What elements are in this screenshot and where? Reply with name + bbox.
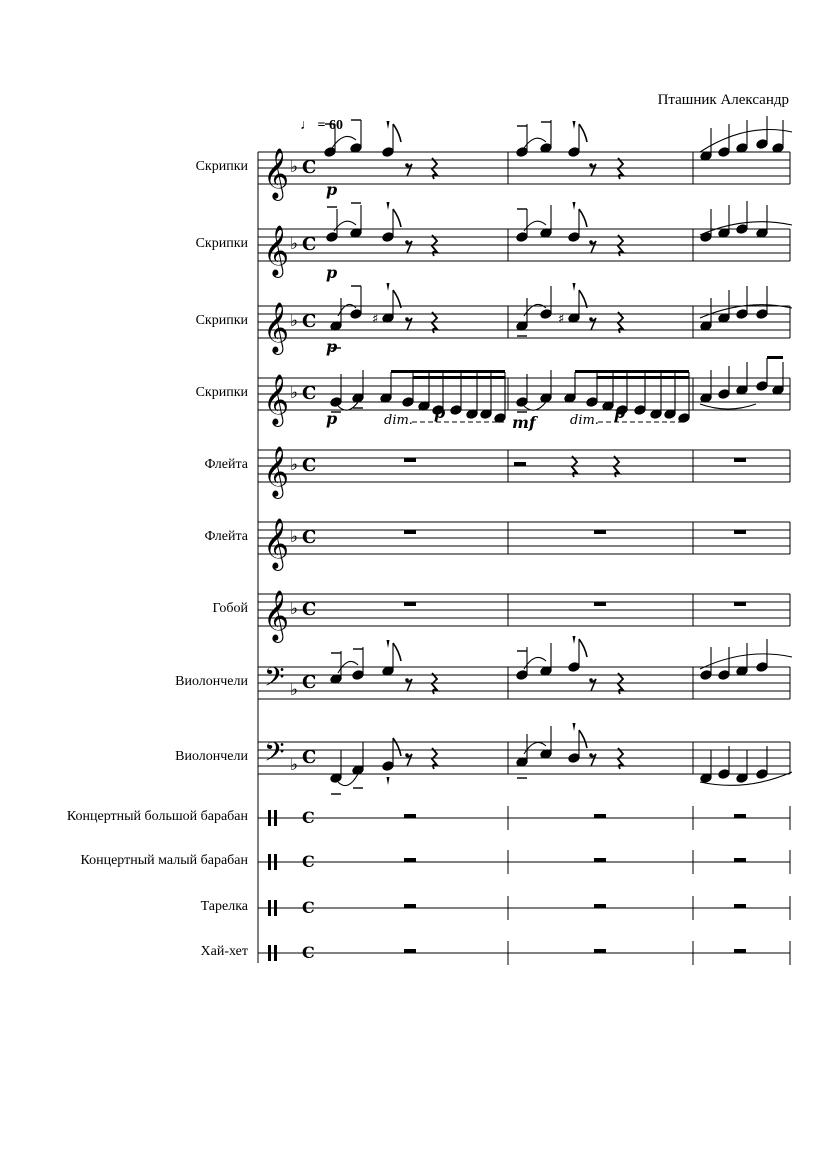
staccatissimo-mark [573, 636, 576, 644]
half-rest [734, 904, 746, 908]
note-flag [579, 290, 587, 308]
treble-clef: 𝄞 [263, 518, 290, 569]
instrument-label: Скрипки [195, 236, 248, 251]
dynamic-dim: dim. [570, 413, 599, 428]
note-beam [575, 370, 689, 373]
note-head [718, 670, 730, 681]
instrument-label: Виолончели [175, 674, 248, 689]
note-head [568, 753, 580, 764]
note-head [718, 389, 730, 400]
instrument-label: Скрипки [195, 159, 248, 174]
staccatissimo-mark [387, 640, 390, 648]
staccatissimo-mark [573, 723, 576, 731]
note-flag [579, 639, 587, 657]
note-head [718, 769, 730, 780]
note-head [568, 147, 580, 158]
eighth-rest-dot [589, 753, 593, 757]
half-rest [594, 814, 606, 818]
note-head [756, 769, 768, 780]
slur [524, 402, 546, 410]
treble-clef: 𝄞 [263, 148, 290, 199]
time-signature: C [302, 383, 317, 404]
staccatissimo-mark [387, 202, 390, 210]
dynamic-p: p [326, 337, 338, 356]
whole-rest [734, 530, 746, 534]
staccatissimo-mark [573, 202, 576, 210]
whole-rest [734, 602, 746, 606]
flat-key-signature: ♭ [290, 527, 299, 547]
time-signature: C [302, 455, 317, 476]
note-head [352, 670, 364, 681]
sharp-accidental: ♯ [558, 312, 565, 327]
dynamic-mf: mf [512, 413, 536, 432]
half-rest [404, 814, 416, 818]
note-head [382, 761, 394, 772]
slur [700, 404, 756, 409]
note-head [382, 232, 394, 243]
note-head [350, 309, 362, 320]
instrument-label: Концертный большой барабан [66, 809, 248, 824]
dynamic-p: p [326, 409, 338, 428]
time-signature: C [302, 898, 315, 917]
note-beam [767, 356, 783, 359]
percussion-clef [274, 945, 277, 961]
instrument-label: Флейта [204, 529, 248, 544]
note-beam [597, 376, 689, 379]
percussion-clef [268, 945, 271, 961]
note-head [568, 662, 580, 673]
composer-name: Пташник Александр [657, 92, 789, 108]
flat-key-signature: ♭ [290, 455, 299, 475]
note-flag [393, 290, 401, 308]
flat-key-signature: ♭ [290, 680, 299, 700]
bass-clef: 𝄢 [264, 661, 285, 699]
staccatissimo-mark [387, 283, 390, 291]
eighth-rest-dot [405, 678, 409, 682]
note-head [540, 309, 552, 320]
instrument-label: Хай-хет [200, 944, 248, 959]
whole-rest [404, 530, 416, 534]
note-head [516, 147, 528, 158]
note-head [718, 147, 730, 158]
flat-key-signature: ♭ [290, 599, 299, 619]
note-flag [393, 738, 401, 756]
note-head [756, 662, 768, 673]
whole-rest [594, 530, 606, 534]
half-rest [514, 462, 526, 466]
note-head [634, 405, 646, 416]
treble-clef: 𝄞 [263, 302, 290, 353]
note-head [382, 147, 394, 158]
percussion-clef [274, 854, 277, 870]
eighth-rest-dot [405, 753, 409, 757]
note-head [756, 381, 768, 392]
staccatissimo-mark [387, 777, 390, 785]
note-flag [579, 209, 587, 227]
flat-key-signature: ♭ [290, 755, 299, 775]
instrument-label: Концертный малый барабан [80, 853, 248, 868]
percussion-clef [268, 854, 271, 870]
eighth-rest-dot [405, 163, 409, 167]
treble-clef: 𝄞 [263, 446, 290, 497]
note-head [586, 397, 598, 408]
time-signature: C [302, 747, 317, 768]
instrument-label: Виолончели [175, 749, 248, 764]
time-signature: C [302, 808, 315, 827]
half-rest [734, 814, 746, 818]
note-head [324, 147, 336, 158]
percussion-clef [268, 810, 271, 826]
note-head [516, 232, 528, 243]
half-rest [404, 904, 416, 908]
note-flag [393, 643, 401, 661]
time-signature: C [302, 234, 317, 255]
time-signature: C [302, 311, 317, 332]
instrument-label: Тарелка [200, 899, 248, 914]
note-head [568, 232, 580, 243]
staccatissimo-mark [387, 121, 390, 129]
note-beam [413, 376, 505, 379]
note-head [700, 670, 712, 681]
percussion-clef [274, 810, 277, 826]
sharp-accidental: ♯ [372, 312, 379, 327]
dynamic-p: p [326, 263, 338, 282]
half-rest [734, 949, 746, 953]
note-head [516, 670, 528, 681]
staccatissimo-mark [573, 283, 576, 291]
eighth-rest-dot [589, 163, 593, 167]
half-rest [594, 858, 606, 862]
time-signature: C [302, 527, 317, 548]
eighth-rest-dot [589, 678, 593, 682]
eighth-rest-dot [405, 317, 409, 321]
note-head [450, 405, 462, 416]
dynamic-dim: dim. [384, 413, 413, 428]
half-rest [404, 858, 416, 862]
staccatissimo-mark [573, 121, 576, 129]
whole-rest [594, 602, 606, 606]
note-head [736, 309, 748, 320]
bass-clef: 𝄢 [264, 736, 285, 774]
note-head [326, 232, 338, 243]
eighth-rest-dot [589, 317, 593, 321]
half-rest [404, 949, 416, 953]
time-signature: C [302, 943, 315, 962]
eighth-rest-dot [589, 240, 593, 244]
treble-clef: 𝄞 [263, 374, 290, 425]
half-rest [594, 949, 606, 953]
tempo-marking: ♩ = 60 [300, 118, 343, 133]
note-head [330, 397, 342, 408]
note-flag [579, 124, 587, 142]
treble-clef: 𝄞 [263, 225, 290, 276]
eighth-rest-dot [405, 240, 409, 244]
note-flag [579, 730, 587, 748]
note-head [700, 232, 712, 243]
half-rest [594, 904, 606, 908]
flat-key-signature: ♭ [290, 311, 299, 331]
note-flag [393, 209, 401, 227]
percussion-clef [268, 900, 271, 916]
time-signature: C [302, 852, 315, 871]
time-signature: C [302, 157, 317, 178]
treble-clef: 𝄞 [263, 590, 290, 641]
time-signature: C [302, 599, 317, 620]
instrument-label: Гобой [212, 601, 248, 616]
instrument-label: Скрипки [195, 313, 248, 328]
percussion-clef [274, 900, 277, 916]
note-flag [393, 124, 401, 142]
flat-key-signature: ♭ [290, 157, 299, 177]
flat-key-signature: ♭ [290, 234, 299, 254]
dynamic-p: p [434, 403, 446, 422]
half-rest [734, 858, 746, 862]
instrument-label: Скрипки [195, 385, 248, 400]
instrument-label: Флейта [204, 457, 248, 472]
note-head [756, 139, 768, 150]
note-head [736, 224, 748, 235]
whole-rest [734, 458, 746, 462]
note-beam [391, 370, 505, 373]
whole-rest [404, 458, 416, 462]
flat-key-signature: ♭ [290, 383, 299, 403]
dynamic-p: p [614, 403, 626, 422]
time-signature: C [302, 672, 317, 693]
whole-rest [404, 602, 416, 606]
note-head [402, 397, 414, 408]
note-head [756, 309, 768, 320]
note-head [516, 397, 528, 408]
dynamic-p: p [326, 180, 338, 199]
